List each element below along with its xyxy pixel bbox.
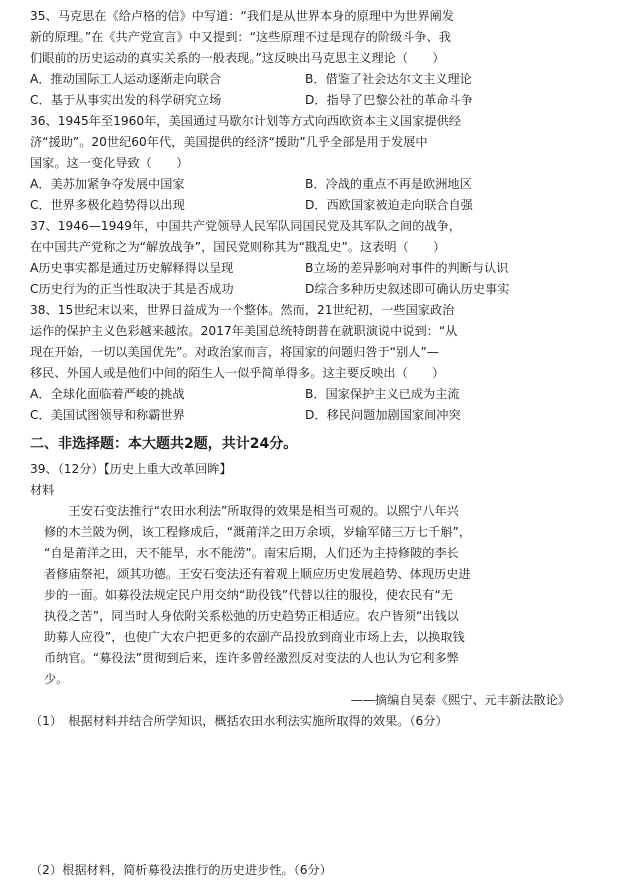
question-stem-line: 36、1945年至1960年，美国通过马歇尔计划等方式向西欧资本主义国家提供经 [30,114,461,128]
question-stem-line: 现在开始，一切以美国优先”。对政治家而言，将国家的问题归咎于“别人”— [30,345,439,359]
material-source: ——摘编自吴泰《熙宁、元丰新法散论》 [350,693,570,707]
question-stem-line: 运作的保护主义色彩越来越浓。2017年美国总统特朗普在就职演说中说到：“从 [30,324,458,338]
question-stem-line: 新的原理。”在《共产党宣言》中又提到：“这些原理不过是现存的阶级斗争、我 [30,30,451,44]
option-c: C历史行为的正当性取决于其是否成功 [30,282,234,296]
material-line: 少。 [44,672,69,686]
question-stem-line: 35、马克思在《给卢格的信》中写道：“我们是从世界本身的原理中为世界阐发 [30,9,455,23]
option-row [30,279,600,300]
material-line: 助募人应役”，也使广大农户把更多的农副产品投放到商业市场上去，以换取钱 [44,630,465,644]
question-39 [30,459,600,881]
material-line: 执役之苦”，同当时人身依附关系松弛的历史趋势正相适应。农户皆须“出钱以 [44,609,459,623]
option-a: A历史事实都是通过历史解释得以呈现 [30,261,234,275]
option-row [30,195,600,216]
option-b: B．冷战的重点不再是欧洲地区 [305,177,472,191]
option-a: A．美苏加紧争夺发展中国家 [30,177,185,191]
question-stem-line: 们眼前的历史运动的真实关系的一般表现。”这反映出马克思主义理论（ ） [30,51,445,65]
answer-space[interactable] [30,732,600,860]
sub-question-1: （1） 根据材料并结合所学知识，概括农田水利法实施所取得的效果。（6分） [30,714,448,728]
option-row [30,90,600,111]
option-d: D．西欧国家被迫走向联合自强 [305,198,473,212]
option-row [30,69,600,90]
question-stem-line: 在中国共产党称之为“解放战争”，国民党则称其为“戡乱史”。这表明（ ） [30,240,446,254]
option-row [30,405,600,426]
question-stem-line: 37、1946—1949年，中国共产党领导人民军队同国民党及其军队之间的战争， [30,219,461,233]
question-36 [30,111,600,216]
material-label: 材料 [30,483,55,497]
question-37 [30,216,600,300]
question-stem-line: 济“援助”。20世纪60年代，美国提供的经济“援助”几乎全部是用于发展中 [30,135,428,149]
option-a: A．全球化面临着严峻的挑战 [30,387,185,401]
option-row [30,384,600,405]
question-stem-line: 38、15世纪末以来，世界日益成为一个整体。然而，21世纪初，一些国家政治 [30,303,455,317]
section-heading: 二、非选择题：本大题共2题，共计24分。 [30,436,298,452]
material-line: 步的一面。如募役法规定民户用交纳“助役钱”代替以往的服役，使农民有“无 [44,588,453,602]
option-b: B立场的差异影响对事件的判断与认识 [305,261,509,275]
sub-question-2: （2）根据材料，简析募役法推行的历史进步性。（6分） [30,863,332,877]
material-line: 币纳官。“募役法”贯彻到后来，连许多曾经激烈反对变法的人也认为它利多弊 [44,651,459,665]
question-35 [30,6,600,111]
material-line: 修的木兰陂为例，该工程修成后，“溉莆洋之田万余顷，岁输军储三万七千斛”， [44,525,472,539]
question-header: 39、（12分）【历史上重大改革回眸】 [30,462,232,476]
option-a: A．推动国际工人运动逐渐走向联合 [30,72,222,86]
option-d: D综合多种历史叙述即可确认历史事实 [305,282,510,296]
material-text [30,501,600,690]
material-line: “自是莆洋之田，天不能旱，水不能涝”。南宋后期，人们还为主持修陂的李长 [44,546,459,560]
option-b: B．国家保护主义已成为主流 [305,387,460,401]
option-row [30,174,600,195]
option-c: C．美国试图领导和称霸世界 [30,408,185,422]
exam-page [30,6,600,881]
option-c: C．世界多极化趋势得以出现 [30,198,185,212]
option-d: D．指导了巴黎公社的革命斗争 [305,93,473,107]
question-stem-line: 国家。这一变化导致（ ） [30,156,189,170]
option-b: B．借鉴了社会达尔文主义理论 [305,72,472,86]
option-c: C．基于从事实出发的科学研究立场 [30,93,222,107]
option-d: D．移民问题加剧国家间冲突 [305,408,461,422]
option-row [30,258,600,279]
question-stem-line: 移民、外国人或是他们中间的陌生人一似乎简单得多。这主要反映出（ ） [30,366,445,380]
material-line: 者修庙祭祀，颂其功德。王安石变法还有着观上顺应历史发展趋势、体现历史进 [44,567,471,581]
question-38 [30,300,600,426]
material-line: 王安石变法推行“农田水利法”所取得的效果是相当可观的。以熙宁八年兴 [68,504,459,518]
